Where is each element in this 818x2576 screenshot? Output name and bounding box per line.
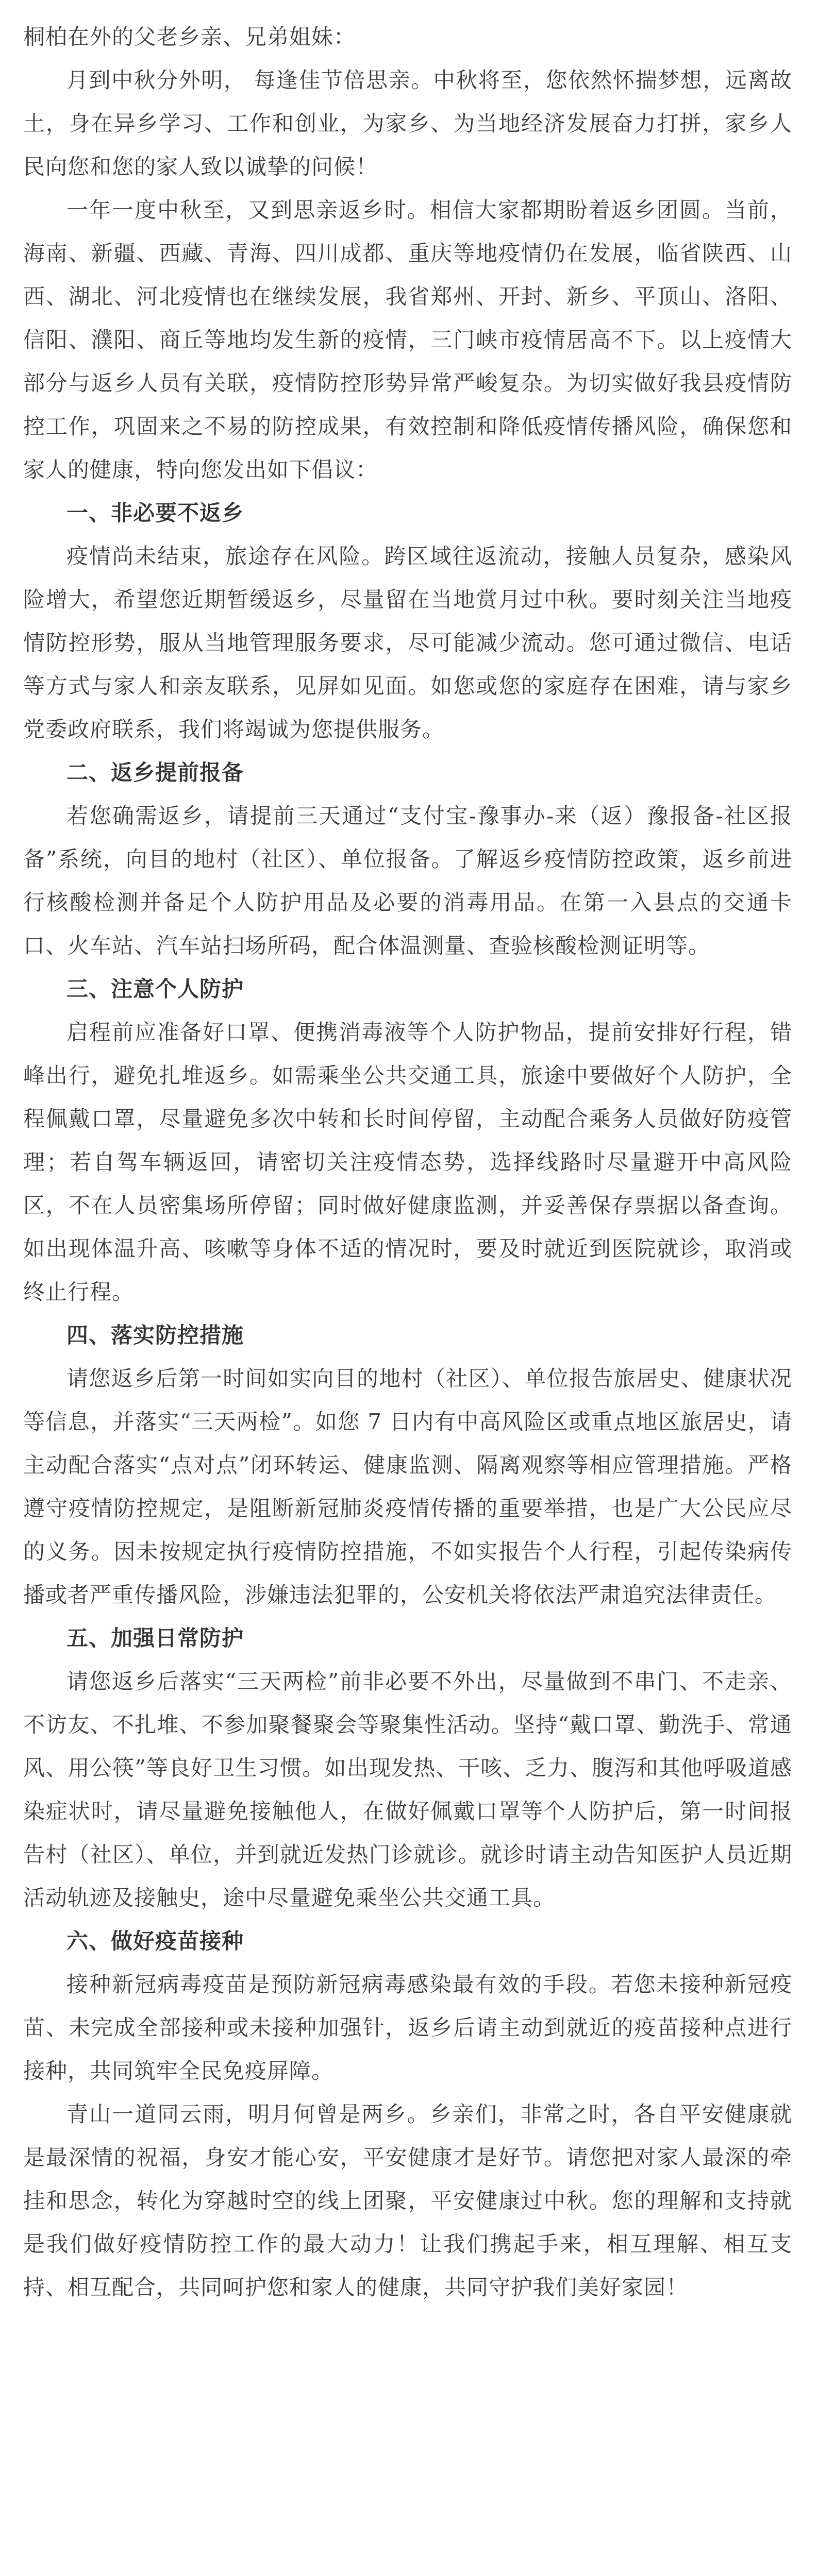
section-3-title: 三、注意个人防护 (66, 976, 244, 1002)
section-1-paragraph: 疫情尚未结束，旅途存在风险。跨区域往返流动，接触人员复杂，感染风险增大，希望您近期暂缓返乡，尽量留在当地赏月过中秋。要时刻关注当地疫情防控形势，服从当地管理服务要求，尽可能减少流动。您可通过微信、电话等方式与家人和亲友联系，见屏如见面。如您或您的家庭存在困难，请与家乡党委政府联系，我们将竭诚为您提供服务。 (23, 544, 792, 742)
section-2-paragraph: 若您确需返乡，请提前三天通过“支付宝-豫事办-来（返）豫报备-社区报备”系统，向目的地村（社区）、单位报备。了解返乡疫情防控政策，返乡前进行核酸检测并备足个人防护用品及必要的消毒用品。在第一入县点的交通卡口、火车站、汽车站扫场所码，配合体温测量、查验核酸检测证明等。 (23, 803, 792, 958)
closing-paragraph: 青山一道同云雨，明月何曾是两乡。乡亲们，非常之时，各自平安健康就是最深情的祝福，身安才能心安，平安健康才是好节。请您把对家人最深的牵挂和思念，转化为穿越时空的线上团聚，平安健康过中秋。您的理解和支持就是我们做好疫情防控工作的最大动力！让我们携起手来，相互理解、相互支持、相互配合，共同呵护您和家人的健康，共同守护我们美好家园！ (23, 2102, 792, 2300)
intro-paragraph-2: 一年一度中秋至，又到思亲返乡时。相信大家都期盼着返乡团圆。当前，海南、新疆、西藏、青海、四川成都、重庆等地疫情仍在发展，临省陕西、山西、湖北、河北疫情也在继续发展，我省郑州、开封、新乡、平顶山、洛阳、信阳、濮阳、商丘等地均发生新的疫情，三门峡市疫情居高不下。以上疫情大部分与返乡人员有关联，疫情防控形势异常严峻复杂。为切实做好我县疫情防控工作，巩固来之不易的防控成果，有效控制和降低疫情传播风险，确保您和家人的健康，特向您发出如下倡议： (23, 197, 792, 482)
section-2-title: 二、返乡提前报备 (66, 760, 244, 785)
section-6-paragraph: 接种新冠病毒疫苗是预防新冠病毒感染最有效的手段。若您未接种新冠疫苗、未完成全部接种或未接种加强针，返乡后请主动到就近的疫苗接种点进行接种，共同筑牢全民免疫屏障。 (23, 1972, 792, 2083)
intro-paragraph-1: 月到中秋分外明， 每逢佳节倍思亲。中秋将至，您依然怀揣梦想，远离故土，身在异乡学习、工作和创业，为家乡、为当地经济发展奋力打拼，家乡人民向您和您的家人致以诚挚的问候！ (23, 67, 792, 179)
section-6-title: 六、做好疫苗接种 (66, 1928, 244, 1954)
section-5-paragraph: 请您返乡后落实“三天两检”前非必要不外出，尽量做到不串门、不走亲、不访友、不扎堆、不参加聚餐聚会等聚集性活动。坚持“戴口罩、勤洗手、常通风、用公筷”等良好卫生习惯。如出现发热、干咳、乏力、腹泻和其他呼吸道感染症状时，请尽量避免接触他人，在做好佩戴口罩等个人防护后，第一时间报告村（社区）、单位，并到就近发热门诊就诊。就诊时请主动告知医护人员近期活动轨迹及接触史，途中尽量避免乘坐公共交通工具。 (23, 1669, 792, 1910)
salutation: 桐柏在外的父老乡亲、兄弟姐妹： (23, 24, 356, 49)
section-1-title: 一、非必要不返乡 (66, 500, 244, 526)
section-3-paragraph: 启程前应准备好口罩、便携消毒液等个人防护物品，提前安排好行程，错峰出行，避免扎堆返乡。如需乘坐公共交通工具，旅途中要做好个人防护，全程佩戴口罩，尽量避免多次中转和长时间停留，主动配合乘务人员做好防疫管理；若自驾车辆返回，请密切关注疫情态势，选择线路时尽量避开中高风险区，不在人员密集场所停留；同时做好健康监测，并妥善保存票据以备查询。如出现体温升高、咳嗽等身体不适的情况时，要及时就近到医院就诊，取消或终止行程。 (23, 1020, 792, 1304)
section-4-title: 四、落实防控措施 (66, 1323, 244, 1348)
section-4-paragraph: 请您返乡后第一时间如实向目的地村（社区）、单位报告旅居史、健康状况等信息，并落实“三天两检”。如您 7 日内有中高风险区或重点地区旅居史，请主动配合落实“点对点”闭环转运、健康监测、隔离观察等相应管理措施。严格遵守疫情防控规定，是阻断新冠肺炎疫情传播的重要举措，也是广大公民应尽的义务。因未按规定执行疫情防控措施，不如实报告个人行程，引起传染病传播或者严重传播风险，涉嫌违法犯罪的，公安机关将依法严肃追究法律责任。 (23, 1366, 792, 1607)
section-5-title: 五、加强日常防护 (66, 1625, 244, 1651)
